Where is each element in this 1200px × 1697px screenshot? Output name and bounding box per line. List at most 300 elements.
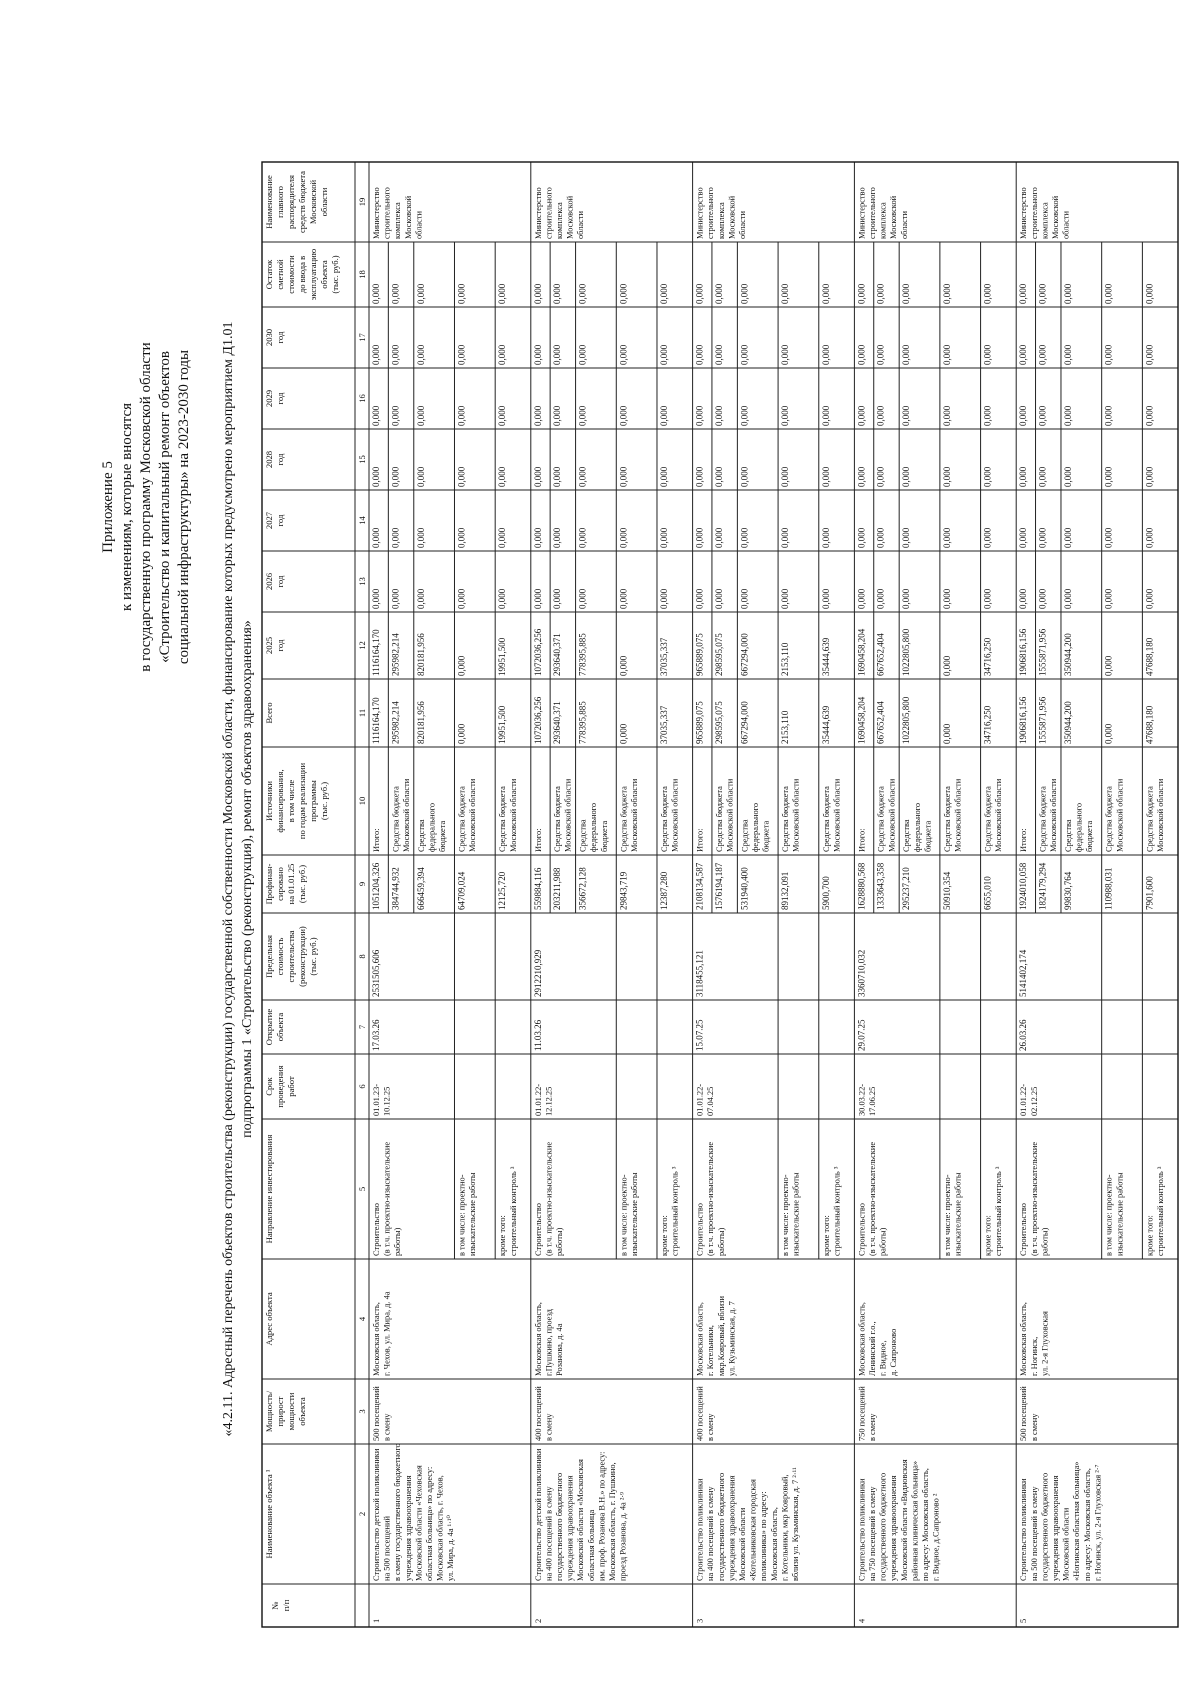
- funding-source-line: Московской области: [508, 778, 518, 852]
- financed-amount: 559884,116: [532, 867, 543, 910]
- year-amount: 0,000: [1103, 405, 1114, 426]
- year-amount: 1116164,170: [371, 697, 381, 744]
- investment-direction-line: кроме того:: [821, 1215, 831, 1256]
- financed-amount: 384744,932: [390, 867, 401, 910]
- year-amount: 0,000: [456, 655, 467, 676]
- funding-source-line: Московской области: [1115, 778, 1125, 852]
- year-amount: 0,000: [371, 466, 381, 487]
- investment-direction-line: кроме того:: [1145, 1215, 1155, 1256]
- year-amount: 0,000: [390, 466, 401, 487]
- year-amount: 0,000: [456, 466, 467, 487]
- manager-line: Министерство: [372, 187, 381, 239]
- funding-source-line: Итого:: [695, 828, 705, 852]
- investment-direction-line: изыскательские работы: [791, 1172, 801, 1256]
- column-header-line: на 01.01.25: [286, 863, 296, 905]
- year-amount: 0,000: [901, 527, 912, 548]
- funding-source-line: Средства бюджета: [1145, 786, 1155, 852]
- funding-source-line: Московской области: [1155, 778, 1165, 852]
- year-amount: 667294,000: [739, 701, 750, 744]
- object-name-line: поликлиника» по адресу:: [759, 1491, 769, 1581]
- year-amount: 0,000: [390, 283, 401, 304]
- object-name-line: г. Котельники, мкр Ковровый,: [780, 1474, 790, 1581]
- year-amount: 0,000: [532, 527, 543, 548]
- funding-source-line: Московской области: [887, 778, 897, 852]
- year-amount: 0,000: [780, 466, 791, 487]
- manager-line: области: [899, 211, 909, 239]
- column-header-line: проведения: [275, 1065, 285, 1108]
- year-amount: 0,000: [552, 588, 563, 609]
- year-amount: 293640,371: [552, 701, 563, 744]
- financed-amount: 1924010,058: [1018, 862, 1029, 910]
- manager-line: Московской: [727, 195, 737, 239]
- funding-source-line: бюджета: [437, 820, 447, 852]
- funding-source-line: федерального: [589, 802, 599, 852]
- address-line: г. Видное,: [878, 1340, 888, 1376]
- capacity-line: 500 посещений: [1019, 1386, 1029, 1441]
- object-row-group: [533, 187, 680, 1623]
- year-amount: 0,000: [1144, 344, 1155, 365]
- column-number: 11: [357, 708, 367, 718]
- column-number: 10: [357, 796, 367, 806]
- column-header-line: год: [275, 639, 285, 652]
- address-line: г.Пушкино, проезд: [544, 1309, 554, 1376]
- year-amount: 47688,180: [1144, 637, 1155, 676]
- manager-line: Московской: [1051, 195, 1060, 239]
- funding-source-line: Итого:: [857, 828, 867, 852]
- year-amount: 1072036,256: [532, 628, 543, 676]
- funding-source-line: Московской области: [401, 778, 411, 852]
- year-amount: 0,000: [618, 283, 629, 304]
- capacity-line: 500 посещений: [372, 1386, 381, 1441]
- column-header-line: объекта: [275, 1012, 285, 1042]
- manager-line: строительного: [868, 187, 877, 239]
- column-header-line: в том числе: [286, 779, 296, 823]
- address-line: Московская область,: [533, 1302, 543, 1376]
- year-amount: 0,000: [982, 527, 993, 548]
- year-amount: 820181,956: [415, 701, 426, 744]
- year-amount: 0,000: [780, 344, 791, 365]
- year-amount: 0,000: [820, 527, 831, 548]
- year-amount: 0,000: [739, 588, 750, 609]
- funding-source-line: Московской области: [468, 778, 478, 852]
- header-line: в государственную программу Московской области: [138, 342, 154, 672]
- financed-amount: 29843,719: [618, 871, 629, 910]
- funding-source-line: Средства: [416, 819, 426, 852]
- funding-source-line: Средства: [902, 819, 912, 852]
- year-amount: 0,000: [820, 344, 831, 365]
- funding-source-line: Средства бюджета: [983, 786, 993, 852]
- year-amount: 0,000: [1103, 283, 1114, 304]
- financed-amount: 356672,128: [577, 867, 588, 910]
- column-number: 9: [357, 881, 367, 887]
- column-header-line: стоимости: [286, 255, 296, 294]
- year-amount: 1022805,800: [901, 696, 912, 744]
- object-name-line: по адресу: Московская область,: [1082, 1468, 1092, 1581]
- year-amount: 0,000: [658, 283, 669, 304]
- object-name-line: областная больница: [586, 1509, 596, 1581]
- year-amount: 0,000: [982, 466, 993, 487]
- investment-direction-line: кроме того:: [659, 1215, 669, 1256]
- year-amount: 1555871,956: [1037, 628, 1048, 676]
- address-line: Ленинский г.о.,: [868, 1321, 877, 1376]
- object-name-line: по адресу: Московская область,: [921, 1468, 930, 1581]
- year-amount: 0,000: [1103, 344, 1114, 365]
- column-header-line: 2028: [264, 450, 274, 469]
- column-header-line: Открытие: [264, 1008, 274, 1046]
- financed-amount: 531940,400: [739, 867, 750, 910]
- year-amount: 0,000: [456, 588, 467, 609]
- object-name-line: «Ногинская областная больница»: [1072, 1461, 1082, 1581]
- column-header-line: финансирования,: [275, 769, 285, 833]
- manager-line: области: [738, 211, 747, 239]
- capacity-line: 400 посещений: [533, 1386, 543, 1441]
- year-amount: 0,000: [1037, 344, 1048, 365]
- year-amount: 19951,500: [497, 705, 508, 744]
- object-name-line: вблизи ул. Кузьминская, д. 7 ²·¹¹: [791, 1467, 800, 1581]
- financed-amount: 99830,764: [1062, 871, 1073, 910]
- column-header-line: год: [275, 453, 285, 466]
- object-name-line: ул. Мира, д. 4а ¹·¹⁰: [446, 1515, 456, 1581]
- object-name-line: Московской области «Видновская: [899, 1459, 909, 1581]
- funding-source-line: Средства бюджета: [619, 786, 629, 852]
- investment-direction-line: в том числе: проектно-: [942, 1174, 952, 1256]
- funding-source-line: Итого:: [1019, 828, 1029, 852]
- year-amount: 0,000: [1103, 655, 1114, 676]
- year-amount: 0,000: [780, 283, 791, 304]
- column-header-line: (тыс. руб.): [319, 781, 329, 821]
- year-amount: 0,000: [694, 588, 705, 609]
- year-amount: 0,000: [577, 588, 588, 609]
- year-amount: 295982,214: [390, 701, 401, 744]
- object-name-line: районная клиническая больница»: [910, 1460, 920, 1581]
- address-line: д. Сапроново: [889, 1328, 899, 1376]
- financed-amount: 5900,700: [820, 876, 831, 910]
- year-amount: 293640,371: [552, 633, 563, 676]
- object-name-line: Строительство детской поликлиники: [372, 1448, 381, 1581]
- object-name-line: Московской области: [1061, 1507, 1071, 1581]
- year-amount: 0,000: [552, 344, 563, 365]
- year-amount: 0,000: [371, 588, 381, 609]
- column-header-line: 2027: [264, 511, 274, 530]
- investment-direction-line: работы): [555, 1227, 564, 1256]
- header-line: социальной инфраструктуры» на 2023-2030 годы: [176, 349, 192, 665]
- year-amount: 0,000: [1037, 466, 1048, 487]
- year-amount: 0,000: [1037, 283, 1048, 304]
- year-amount: 0,000: [856, 588, 867, 609]
- column-number: 4: [357, 1316, 367, 1322]
- object-name-line: г. Ногинск, ул. 2-я Глуховская ²·⁷: [1093, 1464, 1103, 1581]
- funding-source-line: бюджета: [1085, 820, 1095, 852]
- year-amount: 0,000: [713, 527, 724, 548]
- year-amount: 0,000: [1103, 588, 1114, 609]
- object-name-line: государственного бюджетного: [1040, 1472, 1050, 1581]
- investment-direction-line: работы): [393, 1227, 403, 1256]
- object-name-line: Строительство детской поликлиники: [533, 1448, 543, 1581]
- year-amount: 0,000: [1018, 405, 1029, 426]
- year-amount: 0,000: [713, 588, 724, 609]
- column-header-line: средств бюджета: [297, 170, 307, 234]
- investment-direction-line: изыскательские работы: [468, 1172, 478, 1256]
- year-amount: 0,000: [982, 283, 993, 304]
- column-header-line: (реконструкции): [297, 926, 307, 987]
- year-amount: 0,000: [739, 344, 750, 365]
- object-name-line: государственного бюджетного: [555, 1472, 564, 1581]
- work-period-line: 17.06.25: [868, 1086, 877, 1116]
- address-line: ул. Кузьминская, д. 7: [727, 1301, 737, 1376]
- column-header-line: эксплуатацию: [308, 248, 318, 301]
- manager-line: Московской: [565, 195, 575, 239]
- financed-amount: 295237,210: [901, 867, 912, 910]
- address-line: Московская область,: [372, 1302, 381, 1376]
- year-amount: 0,000: [371, 527, 381, 548]
- year-amount: 0,000: [497, 283, 508, 304]
- column-header-line: работ: [286, 1076, 296, 1097]
- work-period-line: 07.04.25: [706, 1086, 716, 1116]
- year-amount: 37035,337: [658, 637, 669, 676]
- object-name-line: Строительство поликлиники: [695, 1478, 705, 1581]
- investment-direction-line: (в т.ч. проектно-изыскательские: [382, 1141, 392, 1256]
- column-header-line: Наименование объекта ¹: [264, 1469, 274, 1559]
- object-row-group: [695, 187, 842, 1623]
- investment-direction-line: в том числе: проектно-: [619, 1174, 629, 1256]
- manager-line: комплекса: [555, 202, 564, 239]
- year-amount: 1690458,204: [856, 696, 867, 744]
- year-amount: 0,000: [875, 588, 886, 609]
- cost-limit: 2531505,606: [371, 949, 381, 997]
- column-header-line: (тыс. руб.): [308, 937, 318, 976]
- year-amount: 0,000: [1018, 344, 1029, 365]
- year-amount: 0,000: [901, 405, 912, 426]
- work-period-line: 12.12.25: [544, 1086, 554, 1116]
- capacity-line: в смену: [868, 1413, 877, 1441]
- column-header-line: Предельная: [264, 935, 274, 978]
- manager-line: Министерство: [533, 187, 543, 239]
- year-amount: 350944,200: [1062, 633, 1073, 676]
- year-amount: 0,000: [901, 283, 912, 304]
- year-amount: 0,000: [856, 344, 867, 365]
- column-header-line: мощности: [286, 1392, 296, 1431]
- funding-source-line: Средства: [740, 819, 750, 852]
- investment-direction-line: изыскательские работы: [629, 1172, 639, 1256]
- year-amount: 0,000: [415, 405, 426, 426]
- address-line: Московская область,: [857, 1302, 867, 1376]
- column-header-line: до ввода в: [297, 255, 307, 294]
- year-amount: 47688,180: [1144, 705, 1155, 744]
- year-amount: 667652,404: [875, 701, 886, 744]
- year-amount: 0,000: [941, 344, 952, 365]
- year-amount: 0,000: [901, 588, 912, 609]
- object-name-line: Московской области «Чеховская: [414, 1465, 424, 1581]
- year-amount: 0,000: [694, 466, 705, 487]
- column-header-line: 2029: [264, 389, 274, 408]
- column-header-line: год: [275, 575, 285, 588]
- object-number: 4: [857, 1618, 867, 1623]
- year-amount: 0,000: [1062, 527, 1073, 548]
- investment-direction-line: изыскательские работы: [1115, 1172, 1125, 1256]
- year-amount: 0,000: [456, 283, 467, 304]
- year-amount: 2153,110: [780, 642, 791, 676]
- financed-amount: 50910,354: [941, 871, 952, 910]
- manager-line: строительного: [1029, 187, 1039, 239]
- column-header-line: сировано: [275, 867, 285, 901]
- year-amount: 0,000: [552, 405, 563, 426]
- year-amount: 0,000: [1103, 723, 1114, 744]
- column-header-line: Адрес объекта: [264, 1292, 274, 1346]
- manager-line: комплекса: [393, 202, 403, 239]
- year-amount: 0,000: [552, 466, 563, 487]
- year-amount: 0,000: [415, 588, 426, 609]
- manager-line: области: [414, 211, 424, 239]
- object-name-line: Строительство поликлиники: [1019, 1478, 1029, 1581]
- funding-source-line: Московской области: [953, 778, 963, 852]
- manager-line: Министерство: [1019, 187, 1029, 239]
- year-amount: 0,000: [497, 588, 508, 609]
- year-amount: 0,000: [1144, 588, 1155, 609]
- column-header-line: год: [275, 514, 285, 527]
- column-header-line: Наименование: [264, 175, 274, 229]
- object-name-line: учреждения здравоохранения: [565, 1475, 575, 1581]
- cost-limit: 5141402,174: [1018, 949, 1029, 997]
- year-amount: 0,000: [982, 588, 993, 609]
- column-number: 2: [357, 1511, 367, 1517]
- year-amount: 0,000: [1062, 588, 1073, 609]
- financed-amount: 64709,024: [456, 871, 467, 910]
- caption-line: «4.2.11. Адресный перечень объектов строительства (реконструкции) государственной собственности Московской области, финансирование которых предусмотрено мероприятием Д1.01: [221, 321, 236, 1437]
- object-number: 2: [533, 1618, 543, 1623]
- investment-direction-line: (в т.ч. проектно-изыскательские: [706, 1141, 716, 1256]
- funding-source-line: Средства бюджета: [498, 786, 508, 852]
- year-amount: 0,000: [941, 723, 952, 744]
- year-amount: 965889,075: [694, 633, 705, 676]
- manager-line: комплекса: [1040, 202, 1050, 239]
- funding-source-line: Московской области: [563, 778, 573, 852]
- year-amount: 0,000: [739, 405, 750, 426]
- year-amount: 0,000: [577, 283, 588, 304]
- manager-line: Министерство: [857, 187, 867, 239]
- year-amount: 0,000: [532, 588, 543, 609]
- investment-direction-line: Строительство: [372, 1203, 381, 1256]
- financed-amount: 1576194,187: [713, 862, 724, 910]
- column-header-line: год: [275, 331, 285, 344]
- capacity-line: 750 посещений: [857, 1386, 867, 1441]
- funding-source-line: Московской области: [791, 778, 801, 852]
- object-name-line: «Котельниковская городская: [748, 1479, 758, 1581]
- year-amount: 0,000: [390, 405, 401, 426]
- year-amount: 0,000: [1103, 466, 1114, 487]
- column-header-line: прирост: [275, 1396, 285, 1427]
- column-number: 17: [357, 333, 367, 342]
- funding-source-line: Средства бюджета: [659, 786, 669, 852]
- object-name-line: на 750 посещений в смену: [868, 1486, 877, 1581]
- year-amount: 0,000: [1018, 588, 1029, 609]
- year-amount: 0,000: [371, 344, 381, 365]
- year-amount: 0,000: [982, 344, 993, 365]
- funding-source-line: Московской области: [629, 778, 639, 852]
- year-amount: 298595,075: [713, 633, 724, 676]
- year-amount: 0,000: [532, 466, 543, 487]
- year-amount: 0,000: [713, 344, 724, 365]
- year-amount: 34716,250: [982, 705, 993, 744]
- header-line: Приложение 5: [100, 461, 116, 553]
- column-header-line: Срок: [264, 1077, 274, 1096]
- column-number: 13: [357, 577, 367, 586]
- year-amount: 0,000: [694, 283, 705, 304]
- object-name-line: государственного бюджетного: [716, 1472, 726, 1581]
- column-header-line: Источники: [264, 780, 274, 822]
- year-amount: 0,000: [618, 527, 629, 548]
- funding-source-line: Средства: [578, 819, 588, 852]
- column-header-line: 2030: [264, 328, 274, 347]
- year-amount: 0,000: [941, 283, 952, 304]
- address-line: Московская область,: [695, 1302, 705, 1376]
- year-amount: 0,000: [552, 527, 563, 548]
- year-amount: 0,000: [497, 527, 508, 548]
- header-line: к изменениям, которые вносятся: [119, 402, 135, 612]
- year-amount: 0,000: [371, 283, 381, 304]
- column-header-line: п/п: [281, 1599, 291, 1612]
- year-amount: 0,000: [856, 466, 867, 487]
- column-header-line: 2026: [264, 572, 274, 591]
- funding-source-line: Средства бюджета: [457, 786, 467, 852]
- object-name-line: в смену государственного бюджетного: [393, 1443, 403, 1581]
- year-amount: 0,000: [941, 466, 952, 487]
- investment-direction-line: в том числе: проектно-: [781, 1174, 791, 1256]
- object-name-line: Московская область,: [769, 1507, 779, 1581]
- column-number: 6: [357, 1084, 367, 1089]
- investment-direction-line: Строительство: [695, 1203, 705, 1256]
- column-number: 14: [357, 516, 367, 525]
- column-header-line: Московской: [308, 179, 318, 225]
- column-number: 15: [357, 455, 367, 464]
- year-amount: 0,000: [658, 527, 669, 548]
- year-amount: 0,000: [552, 283, 563, 304]
- object-row-group: [1018, 187, 1165, 1623]
- year-amount: 0,000: [856, 283, 867, 304]
- investment-direction-line: строительный контроль ³: [994, 1166, 1004, 1256]
- funding-source-line: Московской области: [725, 778, 735, 852]
- funding-source-line: Московской области: [1049, 778, 1059, 852]
- investment-direction-line: работы): [716, 1227, 726, 1256]
- investment-direction-line: Строительство: [857, 1203, 867, 1256]
- year-amount: 667652,404: [875, 633, 886, 676]
- investment-direction-line: (в т.ч. проектно-изыскательские: [868, 1141, 877, 1256]
- year-amount: 0,000: [739, 283, 750, 304]
- year-amount: 0,000: [415, 344, 426, 365]
- funding-source-line: Итого:: [533, 828, 543, 852]
- year-amount: 0,000: [532, 283, 543, 304]
- year-amount: 0,000: [1144, 466, 1155, 487]
- year-amount: 0,000: [941, 405, 952, 426]
- funding-source-line: бюджета: [923, 820, 933, 852]
- work-period-line: 01.01.22-: [533, 1083, 543, 1116]
- manager-line: Московской: [403, 195, 413, 239]
- column-header-line: №: [270, 1601, 280, 1610]
- financed-amount: 1824179,294: [1037, 862, 1048, 910]
- investment-direction-line: работы): [878, 1227, 888, 1256]
- object-name-line: государственного бюджетного: [878, 1472, 888, 1581]
- manager-line: комплекса: [716, 202, 726, 239]
- year-amount: 0,000: [532, 405, 543, 426]
- object-row-group: [856, 187, 1003, 1623]
- year-amount: 298595,075: [713, 701, 724, 744]
- year-amount: 1116164,170: [371, 629, 381, 676]
- investment-direction-line: изыскательские работы: [953, 1172, 963, 1256]
- opening-date: 26.03.26: [1018, 1019, 1029, 1051]
- year-amount: 0,000: [1144, 527, 1155, 548]
- column-header-line: объекта: [319, 260, 329, 289]
- year-amount: 0,000: [901, 344, 912, 365]
- year-amount: 0,000: [497, 405, 508, 426]
